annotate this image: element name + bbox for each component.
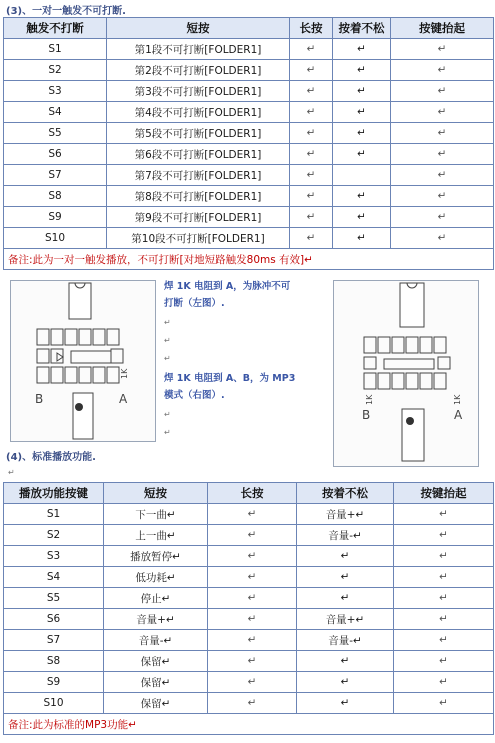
release-cell: ↵	[391, 186, 494, 207]
short-press-cell: 下一曲↵	[104, 504, 208, 525]
release-cell: ↵	[391, 165, 494, 186]
section3-note-row	[4, 249, 494, 270]
release-cell: ↵	[391, 39, 494, 60]
key-cell: S1	[4, 39, 107, 60]
long-press-cell: ↵	[208, 567, 297, 588]
key-cell: S5	[4, 588, 104, 609]
hold-cell: ↵	[333, 186, 391, 207]
short-press-cell: 播放暂停↵	[104, 546, 208, 567]
key-cell: S9	[4, 207, 107, 228]
hold-cell: ↵	[297, 693, 394, 714]
table-row	[4, 693, 494, 714]
circuit-diagram-left	[11, 281, 155, 441]
header-long-press: 长按	[290, 18, 333, 39]
label-1k-right-right: 1K	[453, 394, 462, 405]
short-press-cell: 音量-↵	[104, 630, 208, 651]
key-cell: S10	[4, 228, 107, 249]
label-a-right: A	[454, 408, 463, 422]
long-press-cell: ↵	[290, 102, 333, 123]
release-cell: ↵	[394, 525, 494, 546]
circuit-figure-right	[333, 280, 479, 467]
header-trigger: 触发不打断	[4, 18, 107, 39]
table-row	[4, 546, 494, 567]
caption1-line1: 焊 1K 电阻到 A，为脉冲不可	[164, 281, 291, 292]
short-press-cell: 第4段不可打断[FOLDER1]	[107, 102, 290, 123]
hold-cell: ↵	[333, 207, 391, 228]
key-cell: S6	[4, 144, 107, 165]
label-b-right: B	[362, 408, 371, 422]
long-press-cell: ↵	[290, 165, 333, 186]
header-hold: 按着不松	[333, 18, 391, 39]
long-press-cell: ↵	[208, 651, 297, 672]
section4-table	[3, 482, 494, 735]
para-mark-1: ↵	[164, 318, 171, 327]
short-press-cell: 第3段不可打断[FOLDER1]	[107, 81, 290, 102]
key-cell: S6	[4, 609, 104, 630]
header-short-press: 短按	[107, 18, 290, 39]
hold-cell: 音量+↵	[297, 609, 394, 630]
long-press-cell: ↵	[208, 588, 297, 609]
long-press-cell: ↵	[290, 228, 333, 249]
header-long-press: 长按	[208, 483, 297, 504]
key-cell: S8	[4, 651, 104, 672]
hold-cell: 音量-↵	[297, 630, 394, 651]
short-press-cell: 第1段不可打断[FOLDER1]	[107, 39, 290, 60]
caption1-line2: 打断（左图）.	[164, 298, 225, 309]
release-cell: ↵	[391, 102, 494, 123]
label-a-left: A	[119, 392, 128, 406]
long-press-cell: ↵	[208, 630, 297, 651]
caption2-line2: 模式（右图）.	[164, 390, 225, 401]
section4-pre-mark: ↵	[8, 468, 15, 477]
short-press-cell: 第7段不可打断[FOLDER1]	[107, 165, 290, 186]
para-mark-4: ↵	[164, 410, 171, 419]
label-1k-right-left: 1K	[365, 394, 374, 405]
key-cell: S7	[4, 165, 107, 186]
release-cell: ↵	[391, 81, 494, 102]
label-b-left: B	[35, 392, 44, 406]
section4-title: (4)、标准播放功能.	[6, 452, 96, 463]
key-cell: S10	[4, 693, 104, 714]
table-row	[4, 504, 494, 525]
long-press-cell: ↵	[290, 123, 333, 144]
hold-cell: ↵	[297, 546, 394, 567]
key-cell: S7	[4, 630, 104, 651]
key-cell: S4	[4, 102, 107, 123]
table-row	[4, 525, 494, 546]
hold-cell: ↵	[297, 672, 394, 693]
caption-left	[164, 278, 290, 312]
para-mark-2: ↵	[164, 336, 171, 345]
short-press-cell: 上一曲↵	[104, 525, 208, 546]
table-row	[4, 123, 494, 144]
hold-cell: ↵	[333, 60, 391, 81]
table-row	[4, 186, 494, 207]
hold-cell: ↵	[333, 81, 391, 102]
short-press-cell: 第9段不可打断[FOLDER1]	[107, 207, 290, 228]
table-row	[4, 81, 494, 102]
table-row	[4, 651, 494, 672]
table-row	[4, 39, 494, 60]
section3-table	[3, 17, 494, 270]
key-cell: S2	[4, 525, 104, 546]
short-press-cell: 保留↵	[104, 672, 208, 693]
hold-cell	[333, 165, 391, 186]
para-mark-5: ↵	[164, 428, 171, 437]
key-cell: S9	[4, 672, 104, 693]
circuit-diagram-right	[334, 281, 478, 466]
long-press-cell: ↵	[290, 186, 333, 207]
table-row	[4, 672, 494, 693]
short-press-cell: 第8段不可打断[FOLDER1]	[107, 186, 290, 207]
hold-cell: ↵	[333, 39, 391, 60]
hold-cell: 音量-↵	[297, 525, 394, 546]
short-press-cell: 音量+↵	[104, 609, 208, 630]
short-press-cell: 第6段不可打断[FOLDER1]	[107, 144, 290, 165]
key-cell: S4	[4, 567, 104, 588]
short-press-cell: 第2段不可打断[FOLDER1]	[107, 60, 290, 81]
long-press-cell: ↵	[208, 693, 297, 714]
section3-title: (3)、一对一触发不可打断.	[6, 6, 126, 17]
table-row	[4, 630, 494, 651]
long-press-cell: ↵	[290, 60, 333, 81]
key-cell: S5	[4, 123, 107, 144]
key-cell: S8	[4, 186, 107, 207]
hold-cell: ↵	[297, 588, 394, 609]
section3-header-row	[4, 18, 494, 39]
short-press-cell: 停止↵	[104, 588, 208, 609]
hold-cell: ↵	[297, 567, 394, 588]
table-row	[4, 102, 494, 123]
release-cell: ↵	[391, 207, 494, 228]
long-press-cell: ↵	[208, 609, 297, 630]
release-cell: ↵	[394, 672, 494, 693]
release-cell: ↵	[394, 567, 494, 588]
short-press-cell: 第10段不可打断[FOLDER1]	[107, 228, 290, 249]
key-cell: S3	[4, 546, 104, 567]
long-press-cell: ↵	[208, 546, 297, 567]
release-cell: ↵	[394, 609, 494, 630]
header-play-key: 播放功能按键	[4, 483, 104, 504]
table-row	[4, 228, 494, 249]
table-row	[4, 60, 494, 81]
release-cell: ↵	[394, 693, 494, 714]
release-cell: ↵	[394, 651, 494, 672]
hold-cell: ↵	[333, 228, 391, 249]
table-row	[4, 144, 494, 165]
section3-note: 备注:此为一对一触发播放，不可打断[对地短路触发80ms 有效]↵	[4, 249, 494, 270]
section4-note: 备注:此为标准的MP3功能↵	[4, 714, 494, 735]
release-cell: ↵	[394, 546, 494, 567]
table-row	[4, 165, 494, 186]
release-cell: ↵	[394, 588, 494, 609]
long-press-cell: ↵	[208, 525, 297, 546]
table-row	[4, 207, 494, 228]
key-cell: S2	[4, 60, 107, 81]
long-press-cell: ↵	[208, 504, 297, 525]
key-cell: S3	[4, 81, 107, 102]
header-hold: 按着不松	[297, 483, 394, 504]
release-cell: ↵	[391, 144, 494, 165]
hold-cell: ↵	[333, 102, 391, 123]
release-cell: ↵	[391, 228, 494, 249]
release-cell: ↵	[394, 630, 494, 651]
label-1k-left: 1K	[120, 368, 129, 379]
long-press-cell: ↵	[290, 207, 333, 228]
long-press-cell: ↵	[290, 81, 333, 102]
header-release: 按键抬起	[391, 18, 494, 39]
hold-cell: ↵	[333, 144, 391, 165]
header-short-press: 短按	[104, 483, 208, 504]
hold-cell: 音量+↵	[297, 504, 394, 525]
table-row	[4, 588, 494, 609]
hold-cell: ↵	[333, 123, 391, 144]
caption-right	[164, 370, 295, 404]
hold-cell: ↵	[297, 651, 394, 672]
short-press-cell: 保留↵	[104, 693, 208, 714]
circuit-figure-left	[10, 280, 156, 442]
section4-note-row	[4, 714, 494, 735]
release-cell: ↵	[391, 123, 494, 144]
long-press-cell: ↵	[290, 144, 333, 165]
caption2-line1: 焊 1K 电阻到 A、B，为 MP3	[164, 373, 296, 384]
short-press-cell: 低功耗↵	[104, 567, 208, 588]
table-row	[4, 609, 494, 630]
short-press-cell: 保留↵	[104, 651, 208, 672]
section4-header-row	[4, 483, 494, 504]
long-press-cell: ↵	[290, 39, 333, 60]
table-row	[4, 567, 494, 588]
para-mark-3: ↵	[164, 354, 171, 363]
header-release: 按键抬起	[394, 483, 494, 504]
long-press-cell: ↵	[208, 672, 297, 693]
short-press-cell: 第5段不可打断[FOLDER1]	[107, 123, 290, 144]
release-cell: ↵	[391, 60, 494, 81]
key-cell: S1	[4, 504, 104, 525]
release-cell: ↵	[394, 504, 494, 525]
